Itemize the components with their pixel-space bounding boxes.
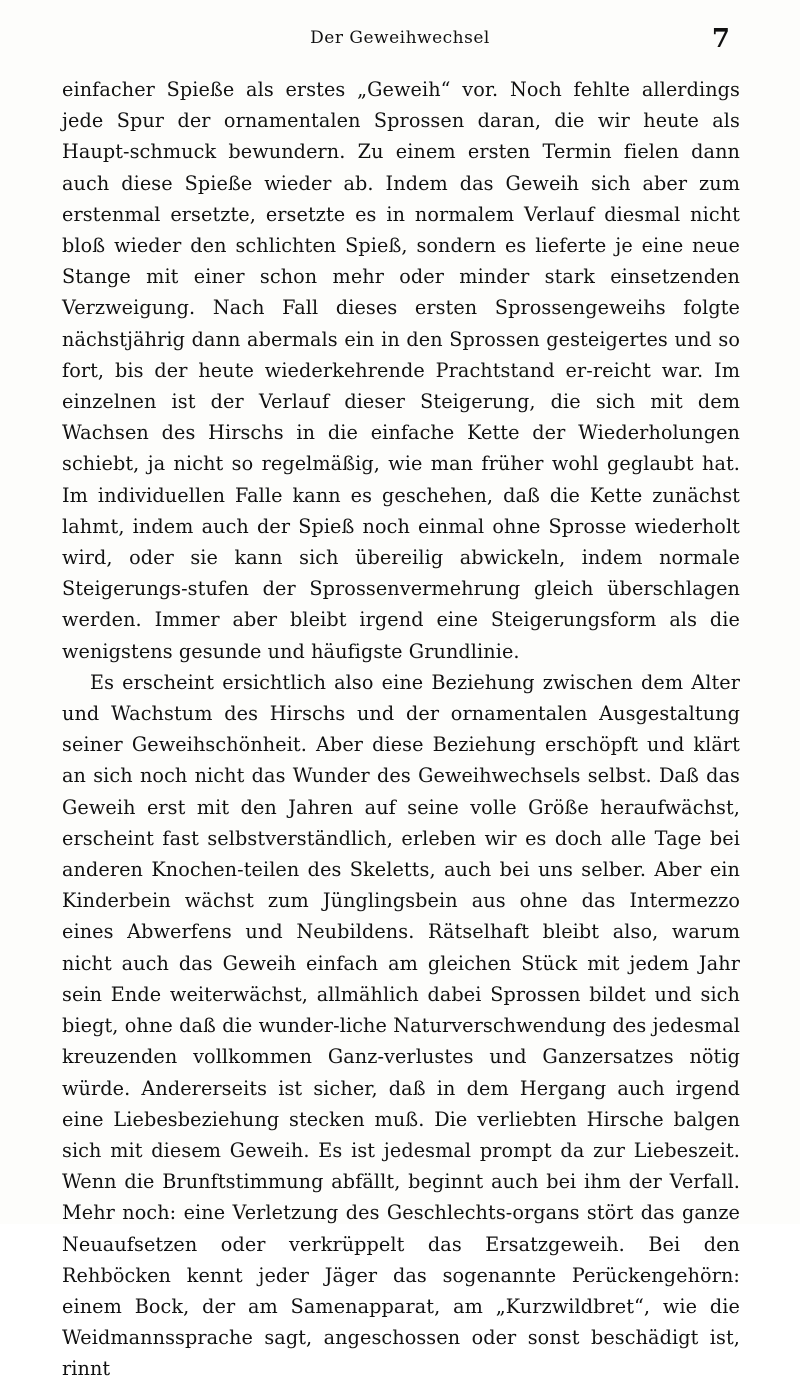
paragraph: Es erscheint ersichtlich also eine Beziehung zwischen dem Alter und Wachstum des Hirschs und der ornamentalen Ausgestaltung seiner Geweihschönheit. Aber diese Beziehung erschöpft und klärt an sich noch nicht das Wunder des Geweihwechsels selbst. Daß das Geweih erst mit den Jahren auf seine volle Größe heraufwächst, erscheint fast selbstverständlich, erleben wir es doch alle Tage bei anderen Knochen-teilen des Skeletts, auch bei uns selber. Aber ein Kinderbein wächst zum Jünglingsbein aus ohne das Intermezzo eines Abwerfens und Neubildens. Rätselhaft bleibt also, warum nicht auch das Geweih einfach am gleichen Stück mit jedem Jahr sein Ende weiterwächst, allmählich dabei Sprossen bildet und sich biegt, ohne daß die wunder-liche Naturverschwendung des jedesmal kreuzenden vollkommen Ganz-verlustes und Ganzersatzes nötig würde. Andererseits ist sicher, daß in dem Hergang auch irgend eine Liebesbeziehung stecken muß. Die verliebten Hirsche balgen sich mit diesem Geweih. Es ist jedesmal prompt da zur Liebeszeit. Wenn die Brunftstimmung abfällt, beginnt auch bei ihm der Verfall. Mehr noch: eine Verletzung des Geschlechts-organs stört das ganze Neuaufsetzen oder verkrüppelt das Ersatzgeweih. Bei den Rehböcken kennt jeder Jäger das sogenannte Perückengehörn: einem Bock, der am Samenapparat, am „Kurzwildbret“, wie die Weidmannssprache sagt, angeschossen oder sonst beschädigt ist, rinnt <box>62 670 740 1381</box>
paragraph-continued: einfacher Spieße als erstes „Geweih“ vor. Noch fehlte allerdings jede Spur der ornamentalen Sprossen daran, die wir heute als Haupt-schmuck bewundern. Zu einem ersten Termin fielen dann auch diese Spieße wieder ab. Indem das Geweih sich aber zum erstenmal ersetzte, ersetzte es in normalem Verlauf diesmal nicht bloß wieder den schlichten Spieß, sondern es lieferte je eine neue Stange mit einer schon mehr oder minder stark einsetzenden Verzweigung. Nach Fall dieses ersten Sprossengeweihs folgte nächstjährig dann abermals ein in den Sprossen gesteigertes und so fort, bis der heute wiederkehrende Prachtstand er-reicht war. Im einzelnen ist der Verlauf dieser Steigerung, die sich mit dem Wachsen des Hirschs in die einfache Kette der Wiederholungen schiebt, ja nicht so regelmäßig, wie man früher wohl geglaubt hat. Im individuellen Falle kann es geschehen, daß die Kette zunächst lahmt, indem auch der Spieß noch einmal ohne Sprosse wiederholt wird, oder sie kann sich übereilig abwickeln, indem normale Steigerungs-stufen der Sprossenvermehrung gleich überschlagen werden. Immer aber bleibt irgend eine Steigerungsform als die wenigstens gesunde und häufigste Grundlinie. <box>62 78 740 663</box>
body-text <box>62 74 740 1385</box>
running-title: Der Geweihwechsel <box>310 28 490 48</box>
running-head <box>70 24 730 60</box>
page-number: 7 <box>711 24 730 54</box>
